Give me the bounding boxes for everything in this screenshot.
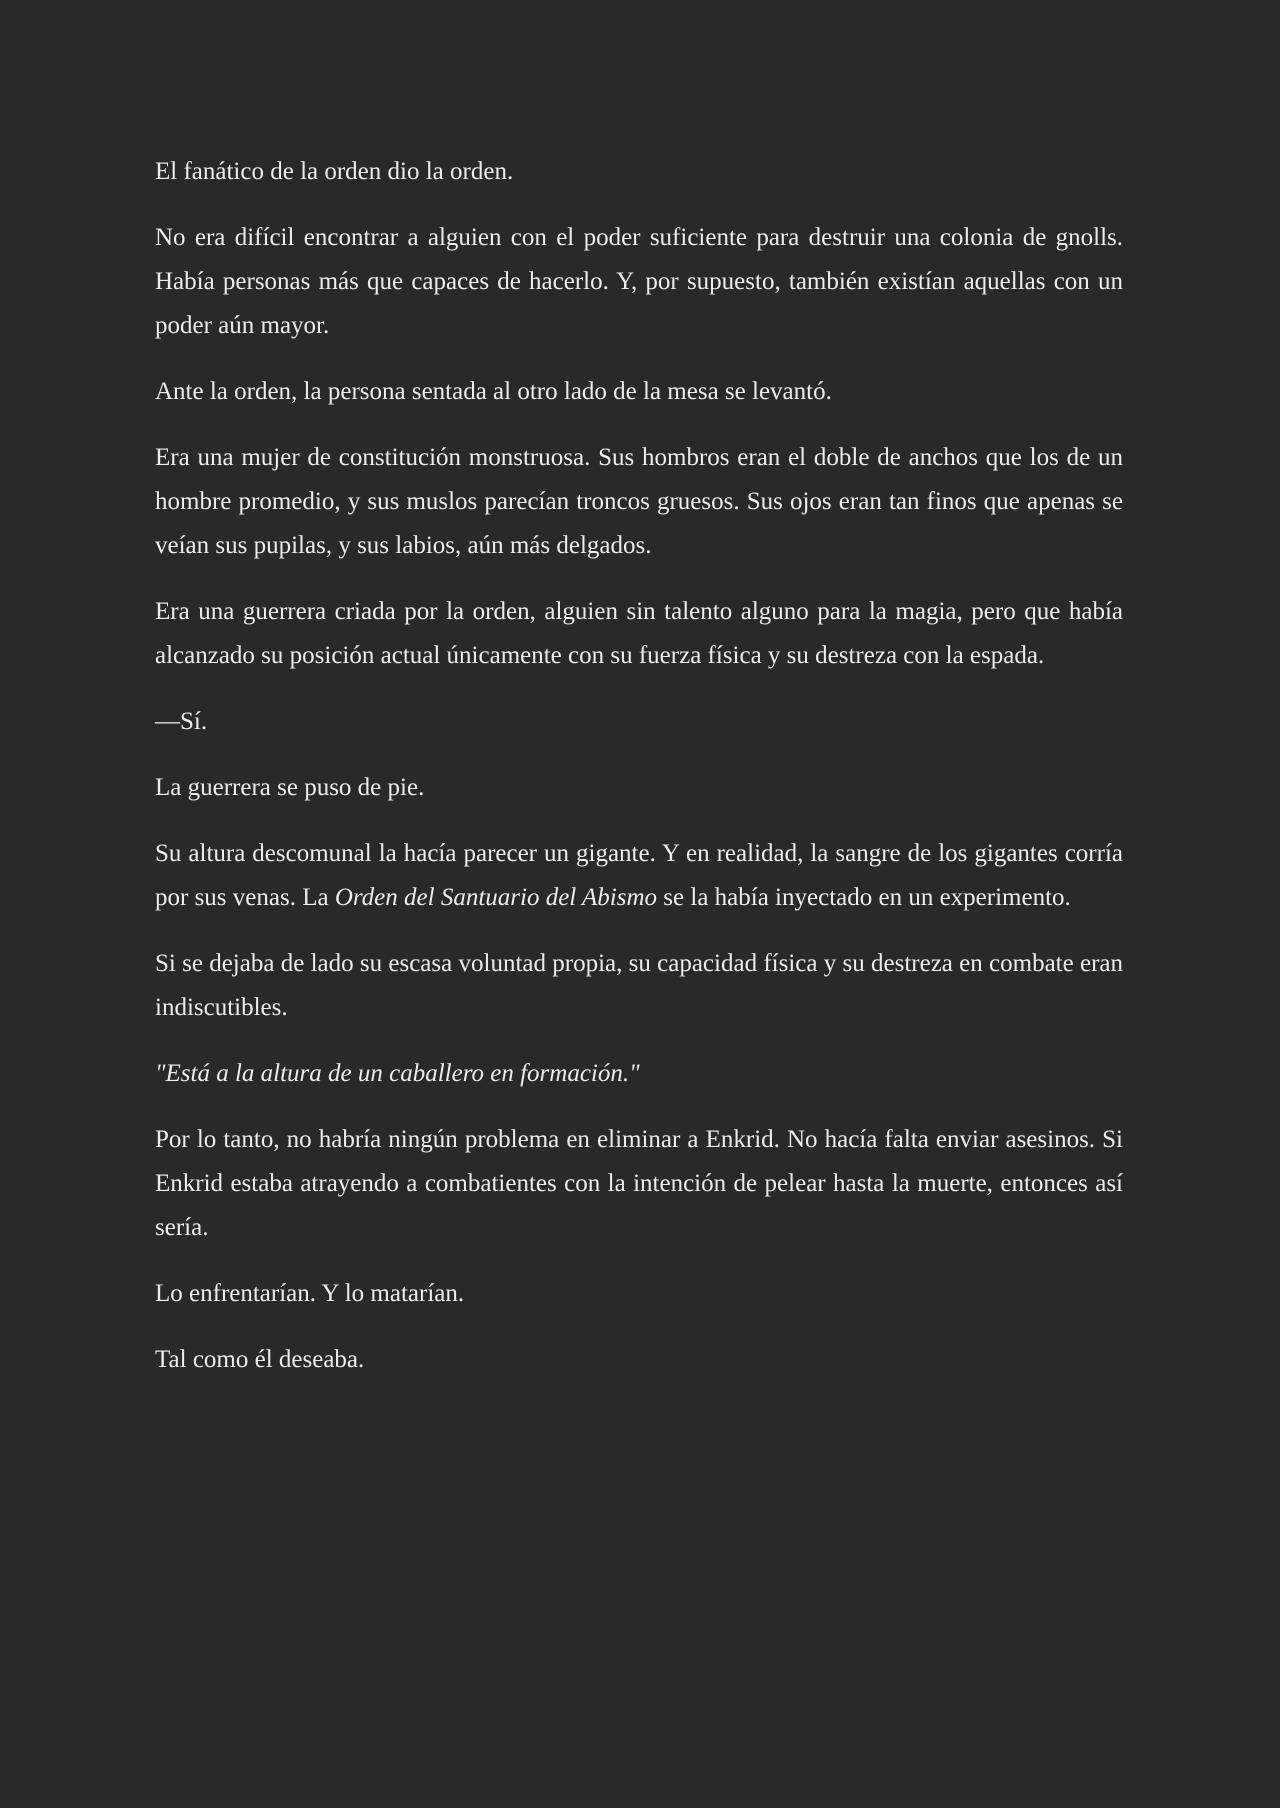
paragraph: Tal como él deseaba.: [155, 1346, 365, 1373]
dialogue-line: —Sí.: [155, 708, 208, 735]
paragraph-text: se la había inyectado en un experimento.: [657, 884, 1071, 911]
paragraph: No era difícil encontrar a alguien con el poder suficiente para destruir una colonia de gnolls. Había personas más que capaces de hacerlo. Y, por supuesto, también existían aquellas con un poder aún mayor.: [155, 224, 1123, 339]
paragraph: Por lo tanto, no habría ningún problema en eliminar a Enkrid. No hacía falta enviar asesinos. Si Enkrid estaba atrayendo a combatientes con la intención de pelear hasta la muerte, entonces así sería.: [155, 1126, 1123, 1241]
paragraph-text: Su altura descomunal la hacía parecer un gigante. Y en realidad, la sangre de los gigantes corría por sus venas. La: [155, 840, 1123, 911]
paragraph: El fanático de la orden dio la orden.: [155, 158, 514, 185]
order-name-emphasis: Orden del Santuario del Abismo: [334, 884, 658, 911]
paragraph: Ante la orden, la persona sentada al otro lado de la mesa se levantó.: [155, 378, 832, 405]
paragraph: Era una mujer de constitución monstruosa. Sus hombros eran el doble de anchos que los de un hombre promedio, y sus muslos parecían troncos gruesos. Sus ojos eran tan finos que apenas se veían sus pupilas, y sus labios, aún más delgados.: [155, 444, 1123, 559]
paragraph: Era una guerrera criada por la orden, alguien sin talento alguno para la magia, pero que había alcanzado su posición actual únicamente con su fuerza física y su destreza con la espada.: [155, 598, 1123, 669]
italic-thought: "Está a la altura de un caballero en formación.": [155, 1060, 640, 1087]
paragraph: Si se dejaba de lado su escasa voluntad propia, su capacidad física y su destreza en combate eran indiscutibles.: [155, 950, 1123, 1021]
paragraph: Lo enfrentarían. Y lo matarían.: [155, 1280, 465, 1307]
paragraph: La guerrera se puso de pie.: [155, 774, 425, 801]
paragraph: [155, 832, 1123, 920]
